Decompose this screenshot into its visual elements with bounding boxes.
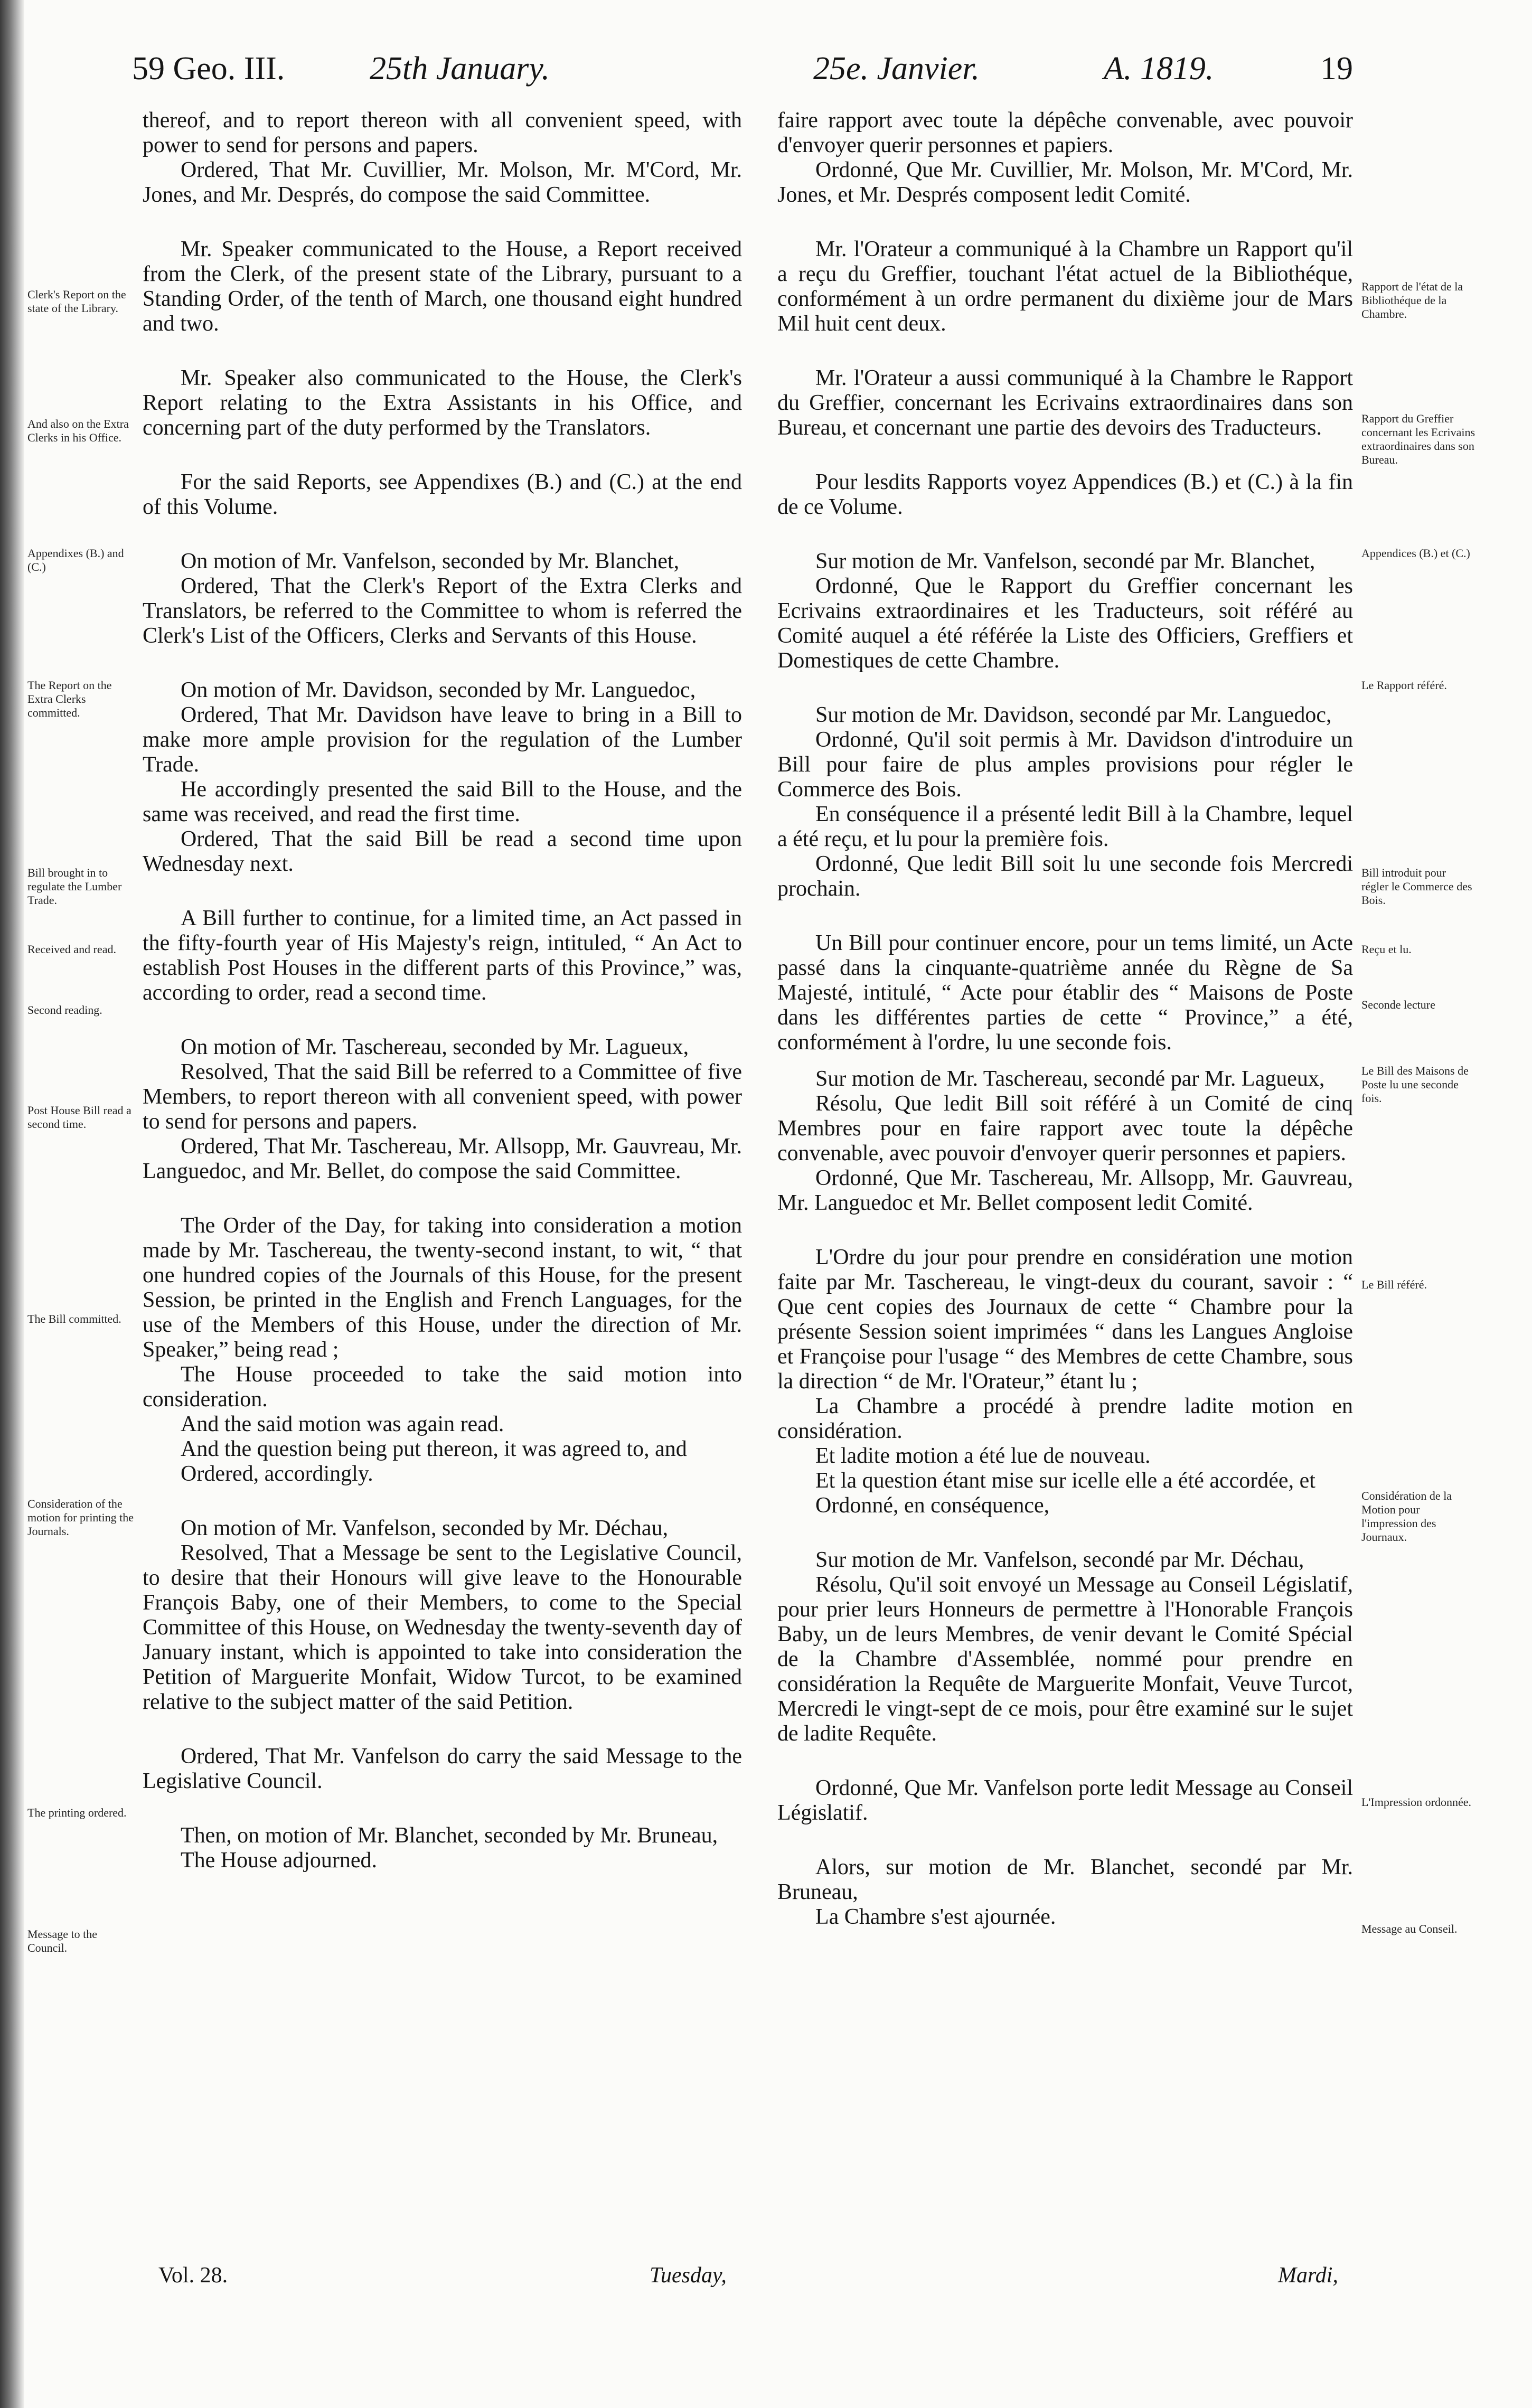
paragraph: faire rapport avec toute la dépêche convenable, avec pouvoir d'envoyer querir personnes et papiers. — [777, 108, 1353, 157]
paragraph: Pour lesdits Rapports voyez Appendices (B.) et (C.) à la fin de ce Volume. — [777, 470, 1353, 519]
margin-note: And also on the Extra Clerks in his Office. — [27, 417, 129, 444]
paragraph: On motion of Mr. Vanfelson, seconded by Mr. Blanchet, — [181, 549, 680, 573]
paragraph: On motion of Mr. Davidson, seconded by Mr. Languedoc, — [181, 678, 696, 702]
margin-note: The Report on the Extra Clerks committed. — [27, 679, 112, 719]
paragraph: Alors, sur motion de Mr. Blanchet, secondé par Mr. Bruneau, — [777, 1855, 1353, 1904]
margin-note: Clerk's Report on the state of the Library. — [27, 288, 126, 315]
margin-note: Consideration of the motion for printing the Journals. — [27, 1497, 134, 1538]
paragraph: Ordonné, en conséquence, — [815, 1493, 1050, 1518]
page-number: 19 — [1320, 51, 1353, 87]
paragraph: Un Bill pour continuer encore, pour un tems limité, un Acte passé dans la cinquante-quatrième année du Règne de Sa Majesté, intitulé, “ Acte pour établir des “ Maisons de Poste dans les différentes parties de cette “ Province,” a été, conformément à l'ordre, lu une seconde fois. — [777, 931, 1353, 1055]
paragraph: L'Ordre du jour pour prendre en considération une motion faite par Mr. Taschereau, le vingt-deux du courant, savoir : “ Que cent copies des Journaux de cette “ Chambre pour la présente Session soient imprimées “ dans les Langues Angloise et Françoise pour l'usage “ des Membres de cette Chambre, sous la direction “ de Mr. l'Orateur,” étant lu ; — [777, 1245, 1353, 1394]
paragraph: thereof, and to report thereon with all convenient speed, with power to send for persons and papers. — [143, 108, 742, 157]
paragraph: And the question being put thereon, it was agreed to, and — [181, 1437, 687, 1461]
margin-note: The Bill committed. — [27, 1312, 121, 1325]
paragraph: Ordonné, Que Mr. Taschereau, Mr. Allsopp, Mr. Gauvreau, Mr. Languedoc et Mr. Bellet composent ledit Comité. — [777, 1166, 1353, 1215]
paragraph: Ordered, That Mr. Vanfelson do carry the said Message to the Legislative Council. — [143, 1744, 742, 1793]
catchword-french: Mardi, — [1278, 2263, 1338, 2288]
paragraph: Ordonné, Que le Rapport du Greffier concernant les Ecrivains extraordinaires et les Traducteurs, soit référé au Comité auquel a été référée la Liste des Officiers, Greffiers et Domestiques de cette Chambre. — [777, 574, 1353, 673]
header-session: 59 Geo. III. — [132, 51, 285, 87]
paragraph: Ordonné, Que ledit Bill soit lu une seconde fois Mercredi prochain. — [777, 852, 1353, 901]
paragraph: Resolved, That a Message be sent to the Legislative Council, to desire that their Honours will give leave to the Honourable François Baby, one of their Members, to come to the Special Committee of this House, on Wednesday the twenty-seventh day of January instant, which is appointed to take into consideration the Petition of Marguerite Monfait, Widow Turcot, to be examined relative to the subject matter of the said Petition. — [143, 1541, 742, 1714]
paragraph: Ordered, accordingly. — [181, 1462, 373, 1486]
margin-note: Bill introduit pour régler le Commerce des Bois. — [1361, 866, 1472, 907]
margin-note: Appendixes (B.) and (C.) — [27, 547, 124, 573]
paragraph: Ordered, That the said Bill be read a second time upon Wednesday next. — [143, 827, 742, 876]
paragraph: Résolu, Qu'il soit envoyé un Message au Conseil Législatif, pour prier leurs Honneurs de permettre à l'Honorable François Baby, un de leurs Membres, de venir devant le Comité Spécial de la Chambre d'Assemblée, nommé pour prendre en considération la Requête de Marguerite Monfait, Veuve Turcot, Mercredi le vingt-sept de ce mois, pour être examiné sur le sujet de ladite Requête. — [777, 1573, 1353, 1746]
margin-note: Received and read. — [27, 943, 116, 956]
header-date-english: 25th January. — [370, 51, 550, 87]
paragraph: Then, on motion of Mr. Blanchet, seconded by Mr. Bruneau, — [181, 1823, 718, 1848]
catchword-english: Tuesday, — [650, 2263, 727, 2288]
paragraph: Sur motion de Mr. Vanfelson, secondé par Mr. Déchau, — [815, 1548, 1304, 1572]
paragraph: Ordonné, Que Mr. Cuvillier, Mr. Molson, Mr. M'Cord, Mr. Jones, et Mr. Després composent ledit Comité. — [777, 158, 1353, 207]
margin-note: Appendices (B.) et (C.) — [1361, 547, 1470, 560]
header-year: A. 1819. — [1104, 51, 1214, 87]
margin-note: Bill brought in to regulate the Lumber Trade. — [27, 866, 122, 907]
book-binding-edge — [0, 0, 24, 2408]
paragraph: Résolu, Que ledit Bill soit référé à un Comité de cinq Membres pour en faire rapport avec toute la dépêche convenable, avec pouvoir d'envoyer querir personnes et papiers. — [777, 1092, 1353, 1165]
french-column — [777, 108, 1353, 1930]
paragraph: He accordingly presented the said Bill to the House, and the same was received, and read the first time. — [143, 777, 742, 826]
margin-note: Le Bill référé. — [1361, 1278, 1427, 1291]
margin-note: Considération de la Motion pour l'impression des Journaux. — [1361, 1489, 1452, 1544]
margin-note: Message au Conseil. — [1361, 1922, 1458, 1935]
paragraph: Mr. Speaker also communicated to the House, the Clerk's Report relating to the Extra Assistants in his Office, and concerning part of the duty performed by the Translators. — [143, 366, 742, 440]
header-date-french: 25e. Janvier. — [813, 51, 980, 87]
paragraph: Resolved, That the said Bill be referred to a Committee of five Members, to report thereon with all convenient speed, with power to send for persons and papers. — [143, 1060, 742, 1134]
paragraph: On motion of Mr. Vanfelson, seconded by Mr. Déchau, — [181, 1516, 669, 1540]
margin-note: Le Bill des Maisons de Poste lu une seconde fois. — [1361, 1064, 1469, 1105]
paragraph: Et la question étant mise sur icelle elle a été accordée, et — [815, 1469, 1315, 1493]
english-column — [143, 108, 742, 1873]
paragraph: A Bill further to continue, for a limited time, an Act passed in the fifty-fourth year of His Majesty's reign, intituled, “ An Act to establish Post Houses in the different parts of this Province,” was, according to order, read a second time. — [143, 906, 742, 1005]
paragraph: Sur motion de Mr. Davidson, secondé par Mr. Languedoc, — [815, 703, 1332, 727]
paragraph: Mr. l'Orateur a aussi communiqué à la Chambre le Rapport du Greffier, concernant les Ecrivains extraordinaires dans son Bureau, et concernant une partie des devoirs des Traducteurs. — [777, 366, 1353, 440]
margin-note: Second reading. — [27, 1003, 102, 1017]
paragraph: Et ladite motion a été lue de nouveau. — [815, 1444, 1151, 1468]
margin-note: The printing ordered. — [27, 1806, 127, 1819]
paragraph: The Order of the Day, for taking into consideration a motion made by Mr. Taschereau, the twenty-second instant, to wit, “ that one hundred copies of the Journals of this House, for the present Session, be printed in the English and French Languages, for the use of the Members of this House, under the direction of Mr. Speaker,” being read ; — [143, 1214, 742, 1362]
paragraph: Ordered, That the Clerk's Report of the Extra Clerks and Translators, be referred to the Committee to whom is referred the Clerk's List of the Officers, Clerks and Servants of this House. — [143, 574, 742, 648]
paragraph: La Chambre a procédé à prendre ladite motion en considération. — [777, 1394, 1353, 1443]
margin-note: Post House Bill read a second time. — [27, 1104, 131, 1131]
margin-note: Rapport du Greffier concernant les Ecrivains extraordinaires dans son Bureau. — [1361, 412, 1475, 466]
paragraph: Sur motion de Mr. Vanfelson, secondé par Mr. Blanchet, — [815, 549, 1315, 573]
paragraph: Ordonné, Qu'il soit permis à Mr. Davidson d'introduire un Bill pour faire de plus amples provisions pour régler le Commerce des Bois. — [777, 728, 1353, 802]
margin-note: Rapport de l'état de la Bibliothéque de la Chambre. — [1361, 280, 1463, 321]
paragraph: Ordered, That Mr. Davidson have leave to bring in a Bill to make more ample provision for the regulation of the Lumber Trade. — [143, 703, 742, 777]
margin-note: Le Rapport référé. — [1361, 679, 1447, 692]
paragraph: Mr. Speaker communicated to the House, a Report received from the Clerk, of the present state of the Library, pursuant to a Standing Order, of the tenth of March, one thousand eight hundred and two. — [143, 237, 742, 336]
margin-note: L'Impression ordonnée. — [1361, 1795, 1472, 1809]
paragraph: And the said motion was again read. — [181, 1412, 504, 1436]
paragraph: La Chambre s'est ajournée. — [815, 1905, 1056, 1929]
paragraph: The House proceeded to take the said motion into consideration. — [143, 1362, 742, 1412]
paragraph: Ordered, That Mr. Taschereau, Mr. Allsopp, Mr. Gauvreau, Mr. Languedoc, and Mr. Bellet, do compose the said Committee. — [143, 1134, 742, 1183]
paragraph: Ordonné, Que Mr. Vanfelson porte ledit Message au Conseil Législatif. — [777, 1776, 1353, 1825]
paragraph: Sur motion de Mr. Taschereau, secondé par Mr. Lagueux, — [815, 1067, 1325, 1091]
paragraph: On motion of Mr. Taschereau, seconded by Mr. Lagueux, — [181, 1035, 689, 1059]
paragraph: Mr. l'Orateur a communiqué à la Chambre un Rapport qu'il a reçu du Greffier, touchant l'état actuel de la Bibliothéque, conformément à un ordre permanent du dixième jour de Mars Mil huit cent deux. — [777, 237, 1353, 336]
margin-note: Seconde lecture — [1361, 998, 1435, 1011]
paragraph: Ordered, That Mr. Cuvillier, Mr. Molson, Mr. M'Cord, Mr. Jones, and Mr. Després, do compose the said Committee. — [143, 158, 742, 207]
volume-number: Vol. 28. — [158, 2263, 228, 2288]
paragraph: The House adjourned. — [181, 1848, 378, 1873]
margin-note: Message to the Council. — [27, 1927, 97, 1954]
margin-note: Reçu et lu. — [1361, 943, 1412, 956]
paragraph: For the said Reports, see Appendixes (B.) and (C.) at the end of this Volume. — [143, 470, 742, 519]
paragraph: En conséquence il a présenté ledit Bill à la Chambre, lequel a été reçu, et lu pour la première fois. — [777, 802, 1353, 851]
